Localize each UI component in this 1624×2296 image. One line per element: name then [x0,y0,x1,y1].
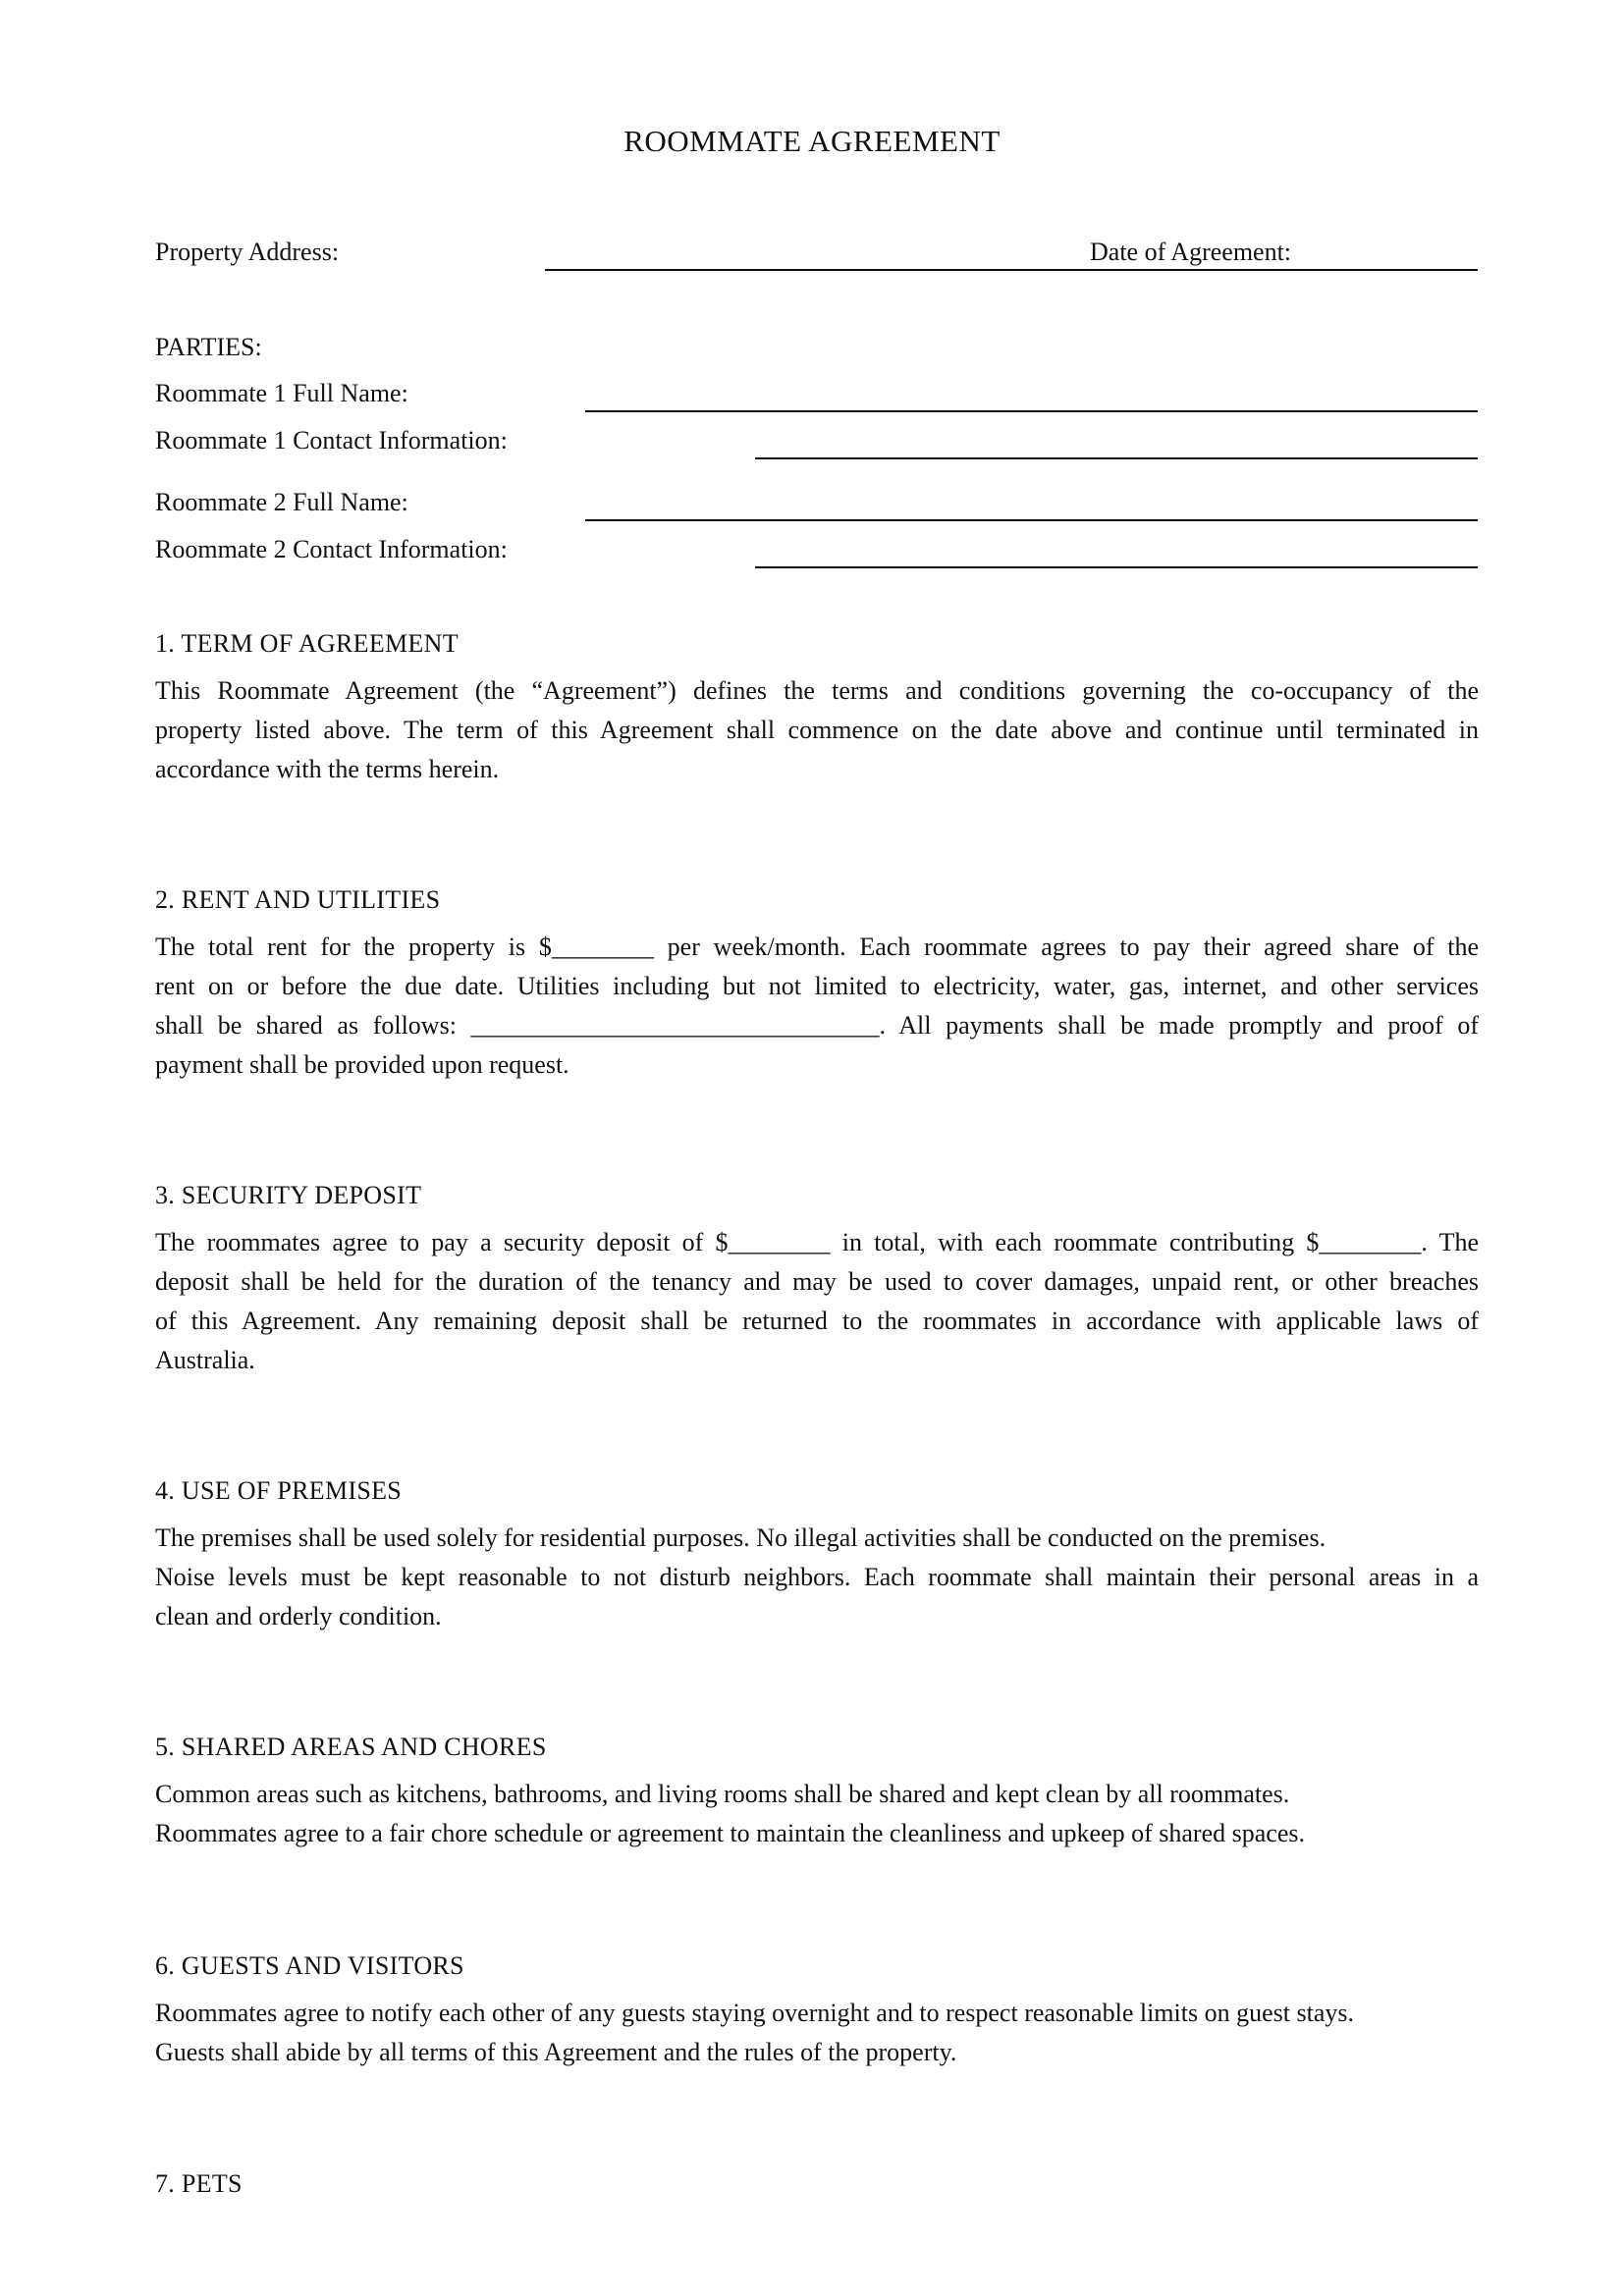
body-line: The roommates agree to pay a security deposit of $________ in total, with each roommate contributing $________. The [155,1228,1479,1256]
body-line: Roommates agree to a fair chore schedule or agreement to maintain the cleanliness and upkeep of shared spaces. [155,1819,1305,1847]
section-body-term [155,671,1479,789]
section-body-rent [155,928,1479,1085]
roommate1-contact-line[interactable] [755,457,1478,459]
body-line: The total rent for the property is $________ per week/month. Each roommate agrees to pay their agreed share of the [155,933,1479,961]
roommate2-name-label: Roommate 2 Full Name: [155,488,408,516]
document-title: ROOMMATE AGREEMENT [623,124,1001,158]
roommate2-contact-line[interactable] [755,566,1478,568]
section-body-guests [155,1994,1479,2072]
body-line: Guests shall abide by all terms of this Agreement and the rules of the property. [155,2038,957,2066]
section-body-premises [155,1519,1479,1636]
roommate2-contact-label: Roommate 2 Contact Information: [155,535,508,563]
body-line: Australia. [155,1346,255,1374]
section-heading-guests: 6. GUESTS AND VISITORS [155,1951,464,1980]
section-heading-deposit: 3. SECURITY DEPOSIT [155,1181,422,1209]
roommate1-contact-label: Roommate 1 Contact Information: [155,426,508,454]
section-body-deposit [155,1223,1479,1380]
section-heading-term: 1. TERM OF AGREEMENT [155,629,459,658]
roommate1-name-line[interactable] [585,410,1478,412]
section-heading-shared-areas: 5. SHARED AREAS AND CHORES [155,1733,547,1761]
body-line: The premises shall be used solely for residential purposes. No illegal activities shall be conducted on the premises. [155,1523,1326,1552]
body-line: rent on or before the due date. Utilities including but not limited to electricity, water, gas, internet, and other services [155,972,1479,1000]
body-line: Noise levels must be kept reasonable to not disturb neighbors. Each roommate shall maintain their personal areas in a [155,1563,1479,1591]
body-line: of this Agreement. Any remaining deposit shall be returned to the roommates in accordance with applicable laws of [155,1307,1479,1335]
property-address-line[interactable] [545,269,1478,271]
parties-heading: PARTIES: [155,333,262,361]
body-line: clean and orderly condition. [155,1602,442,1630]
section-heading-rent: 2. RENT AND UTILITIES [155,885,441,914]
body-line: Roommates agree to notify each other of any guests staying overnight and to respect reasonable limits on guest stays. [155,1999,1354,2027]
property-address-label: Property Address: [155,238,340,266]
body-line: deposit shall be held for the duration of the tenancy and may be used to cover damages, unpaid rent, or other breaches [155,1267,1479,1296]
date-of-agreement-label: Date of Agreement: [1090,238,1292,266]
body-line: This Roommate Agreement (the “Agreement”) defines the terms and conditions governing the co-occupancy of the [155,676,1479,705]
body-line: shall be shared as follows: ________________________________. All payments shall be made promptly and proof of [155,1011,1479,1040]
body-line: Common areas such as kitchens, bathrooms, and living rooms shall be shared and kept clean by all roommates. [155,1780,1290,1808]
body-line: property listed above. The term of this Agreement shall commence on the date above and continue until terminated in [155,716,1479,744]
body-line: payment shall be provided upon request. [155,1050,569,1079]
roommate1-name-label: Roommate 1 Full Name: [155,379,408,407]
roommate2-name-line[interactable] [585,519,1478,521]
section-heading-pets: 7. PETS [155,2169,243,2198]
body-line: accordance with the terms herein. [155,755,500,783]
section-body-shared-areas [155,1775,1479,1853]
section-heading-premises: 4. USE OF PREMISES [155,1476,403,1505]
